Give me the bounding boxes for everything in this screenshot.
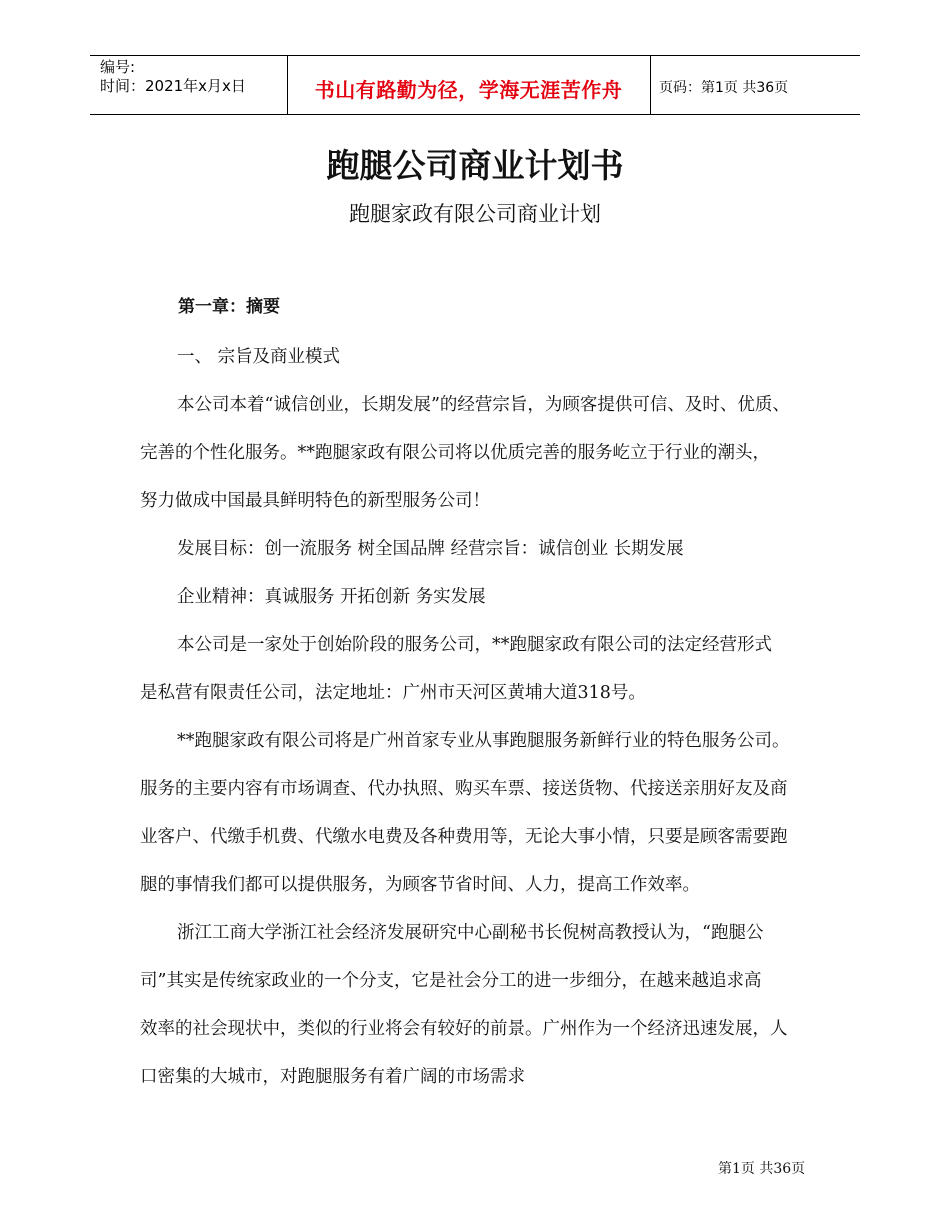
paragraph-line: 努力做成中国最具鲜明特色的新型服务公司！	[140, 491, 490, 511]
header-page-info: 页码：第1页 共36页	[659, 80, 789, 96]
header-left-cell	[100, 58, 246, 96]
header-top-rule	[90, 55, 860, 56]
document-title: 跑腿公司商业计划书	[326, 146, 624, 185]
paragraph-line: **跑腿家政有限公司将是广州首家专业从事跑腿服务新鲜行业的特色服务公司。	[177, 731, 790, 751]
header-bottom-rule	[90, 114, 860, 115]
page-footer: 第1页 共36页	[718, 1161, 806, 1177]
section-heading: 一、 宗旨及商业模式	[177, 347, 341, 367]
paragraph-line: 口密集的大城市，对跑腿服务有着广阔的市场需求	[140, 1067, 525, 1087]
chapter-heading: 第一章：摘要	[178, 297, 280, 317]
paragraph-line: 服务的主要内容有市场调查、代办执照、购买车票、接送货物、代接送亲朋好友及商	[140, 779, 788, 799]
paragraph-line: 效率的社会现状中，类似的行业将会有较好的前景。广州作为一个经济迅速发展，人	[140, 1019, 788, 1039]
paragraph-line: 本公司本着“诚信创业，长期发展”的经营宗旨，为顾客提供可信、及时、优质、	[177, 395, 790, 415]
header-motto: 书山有路勤为径，学海无涯苦作舟	[314, 78, 623, 102]
document-subtitle: 跑腿家政有限公司商业计划	[349, 202, 601, 226]
paragraph-line: 本公司是一家处于创始阶段的服务公司，**跑腿家政有限公司的法定经营形式	[177, 635, 772, 655]
paragraph-line: 发展目标：创一流服务 树全国品牌 经营宗旨：诚信创业 长期发展	[177, 539, 684, 559]
paragraph-line: 浙江工商大学浙江社会经济发展研究中心副秘书长倪树高教授认为，“跑腿公	[177, 923, 764, 943]
paragraph-line: 完善的个性化服务。**跑腿家政有限公司将以优质完善的服务屹立于行业的潮头，	[140, 443, 770, 463]
document-date-label: 时间：2021年x月x日	[100, 77, 246, 95]
paragraph-list	[140, 381, 820, 1101]
document-number-label: 编号:	[100, 58, 136, 76]
paragraph-line: 是私营有限责任公司，法定地址：广州市天河区黄埔大道318号。	[140, 683, 646, 703]
paragraph-line: 腿的事情我们都可以提供服务，为顾客节省时间、人力，提高工作效率。	[140, 875, 700, 895]
paragraph-line: 企业精神：真诚服务 开拓创新 务实发展	[177, 587, 486, 607]
paragraph-line: 业客户、代缴手机费、代缴水电费及各种费用等，无论大事小情，只要是顾客需要跑	[140, 827, 788, 847]
paragraph-line: 司”其实是传统家政业的一个分支，它是社会分工的进一步细分，在越来越追求高	[140, 971, 762, 991]
document-body	[140, 285, 820, 1101]
header-divider-right	[650, 55, 651, 114]
